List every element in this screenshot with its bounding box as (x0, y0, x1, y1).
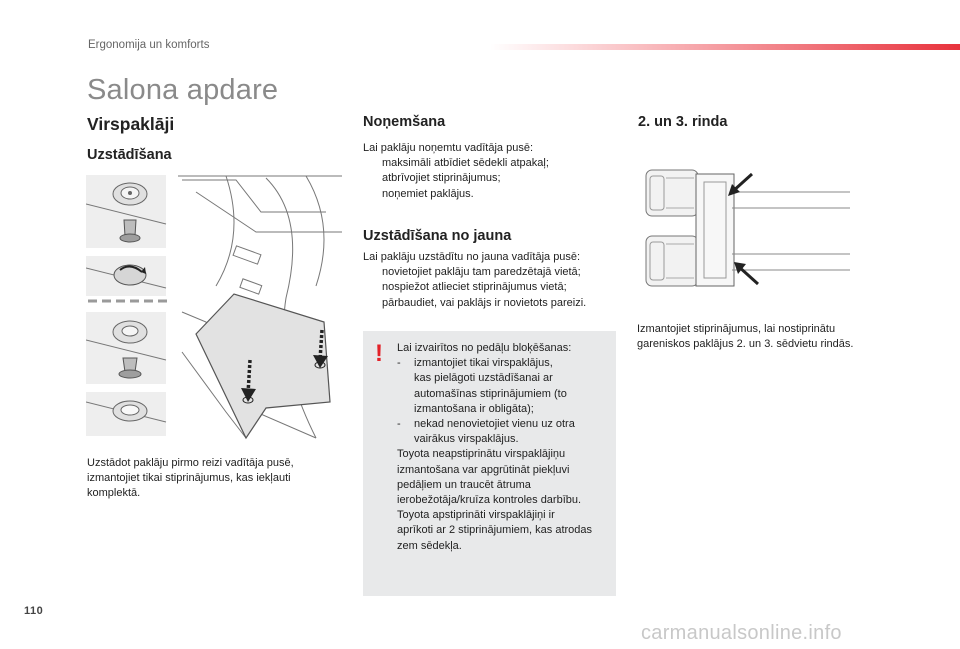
heading-installation: Uzstādīšana (87, 147, 172, 163)
installation-caption: Uzstādot paklāju pirmo reizi vadītāja pusē, izmantojiet tikai stiprinājumus, kas iekļauti komplektā. (87, 457, 294, 500)
fastener-detail-4-icon (86, 392, 166, 436)
removal-intro: Lai paklāju noņemtu vadītāja pusē: (363, 142, 534, 154)
fastener-detail-1-icon (86, 175, 166, 248)
cabin-floor-drawing-icon (178, 176, 342, 438)
list-item: atbrīvojiet stiprinājumus; (382, 172, 501, 185)
list-item: novietojiet paklāju tam paredzētajā vietā; (382, 266, 581, 278)
list-item: nospiežot atlieciet stiprinājumus vietā; (382, 281, 567, 294)
page-title: Salona apdare (87, 74, 279, 106)
removal-steps (363, 156, 613, 202)
heading-floor-mats: Virspaklāji (87, 114, 175, 134)
list-item: noņemiet paklājus. (382, 187, 474, 200)
heading-refit: Uzstādīšana no jauna (363, 228, 512, 244)
floor-mat-strips-icon (732, 192, 850, 270)
page-number: 110 (24, 605, 44, 617)
watermark: carmanualsonline.info (641, 622, 842, 644)
fastener-arrow-lower-icon (734, 262, 758, 284)
heading-removal: Noņemšana (363, 114, 446, 130)
warning-icon: ! (375, 340, 383, 367)
mat-installation-illustration (86, 172, 342, 444)
seat-upper-icon (646, 170, 698, 216)
header-accent-bar (490, 44, 960, 50)
list-item: maksimāli atbīdiet sēdekli atpakaļ; (382, 157, 549, 169)
rows-caption: Izmantojiet stiprinājumus, lai nostiprinātu gareniskos paklājus 2. un 3. sēdvietu rindās. (637, 323, 854, 351)
fastener-detail-3-icon (86, 312, 166, 384)
section-header: Ergonomija un komforts (88, 39, 210, 51)
warning-text: Lai izvairītos no pedāļu bloķēšanas: - izmantojiet tikai virspaklājus, kas pielāgoti uzstādīšanai ar automašīnas stiprinājumiem (to izmantošana ir obligāta); - nekad nenovietojiet vienu uz otra vairākus virspaklājus. Toyota neapstiprinātu virspaklājiņu izmantošana var apgrūtināt piekļuvi pedāļiem un traucēt ātruma ierobežotāja/kruīza kontroles darbību. Toyota apstiprināti virspaklājiņi ir aprīkoti ar 2 stiprinājumiem, kas atrodas zem sēdekļa. (397, 342, 593, 552)
heading-rows: 2. un 3. rinda (638, 114, 728, 130)
seat-lower-icon (646, 236, 698, 286)
rear-rows-illustration (640, 162, 850, 294)
list-item: pārbaudiet, vai paklājs ir novietots pareizi. (382, 296, 587, 309)
refit-intro: Lai paklāju uzstādītu no jauna vadītāja pusē: (363, 251, 581, 263)
fastener-detail-2-icon (86, 256, 166, 296)
refit-steps (363, 265, 618, 311)
